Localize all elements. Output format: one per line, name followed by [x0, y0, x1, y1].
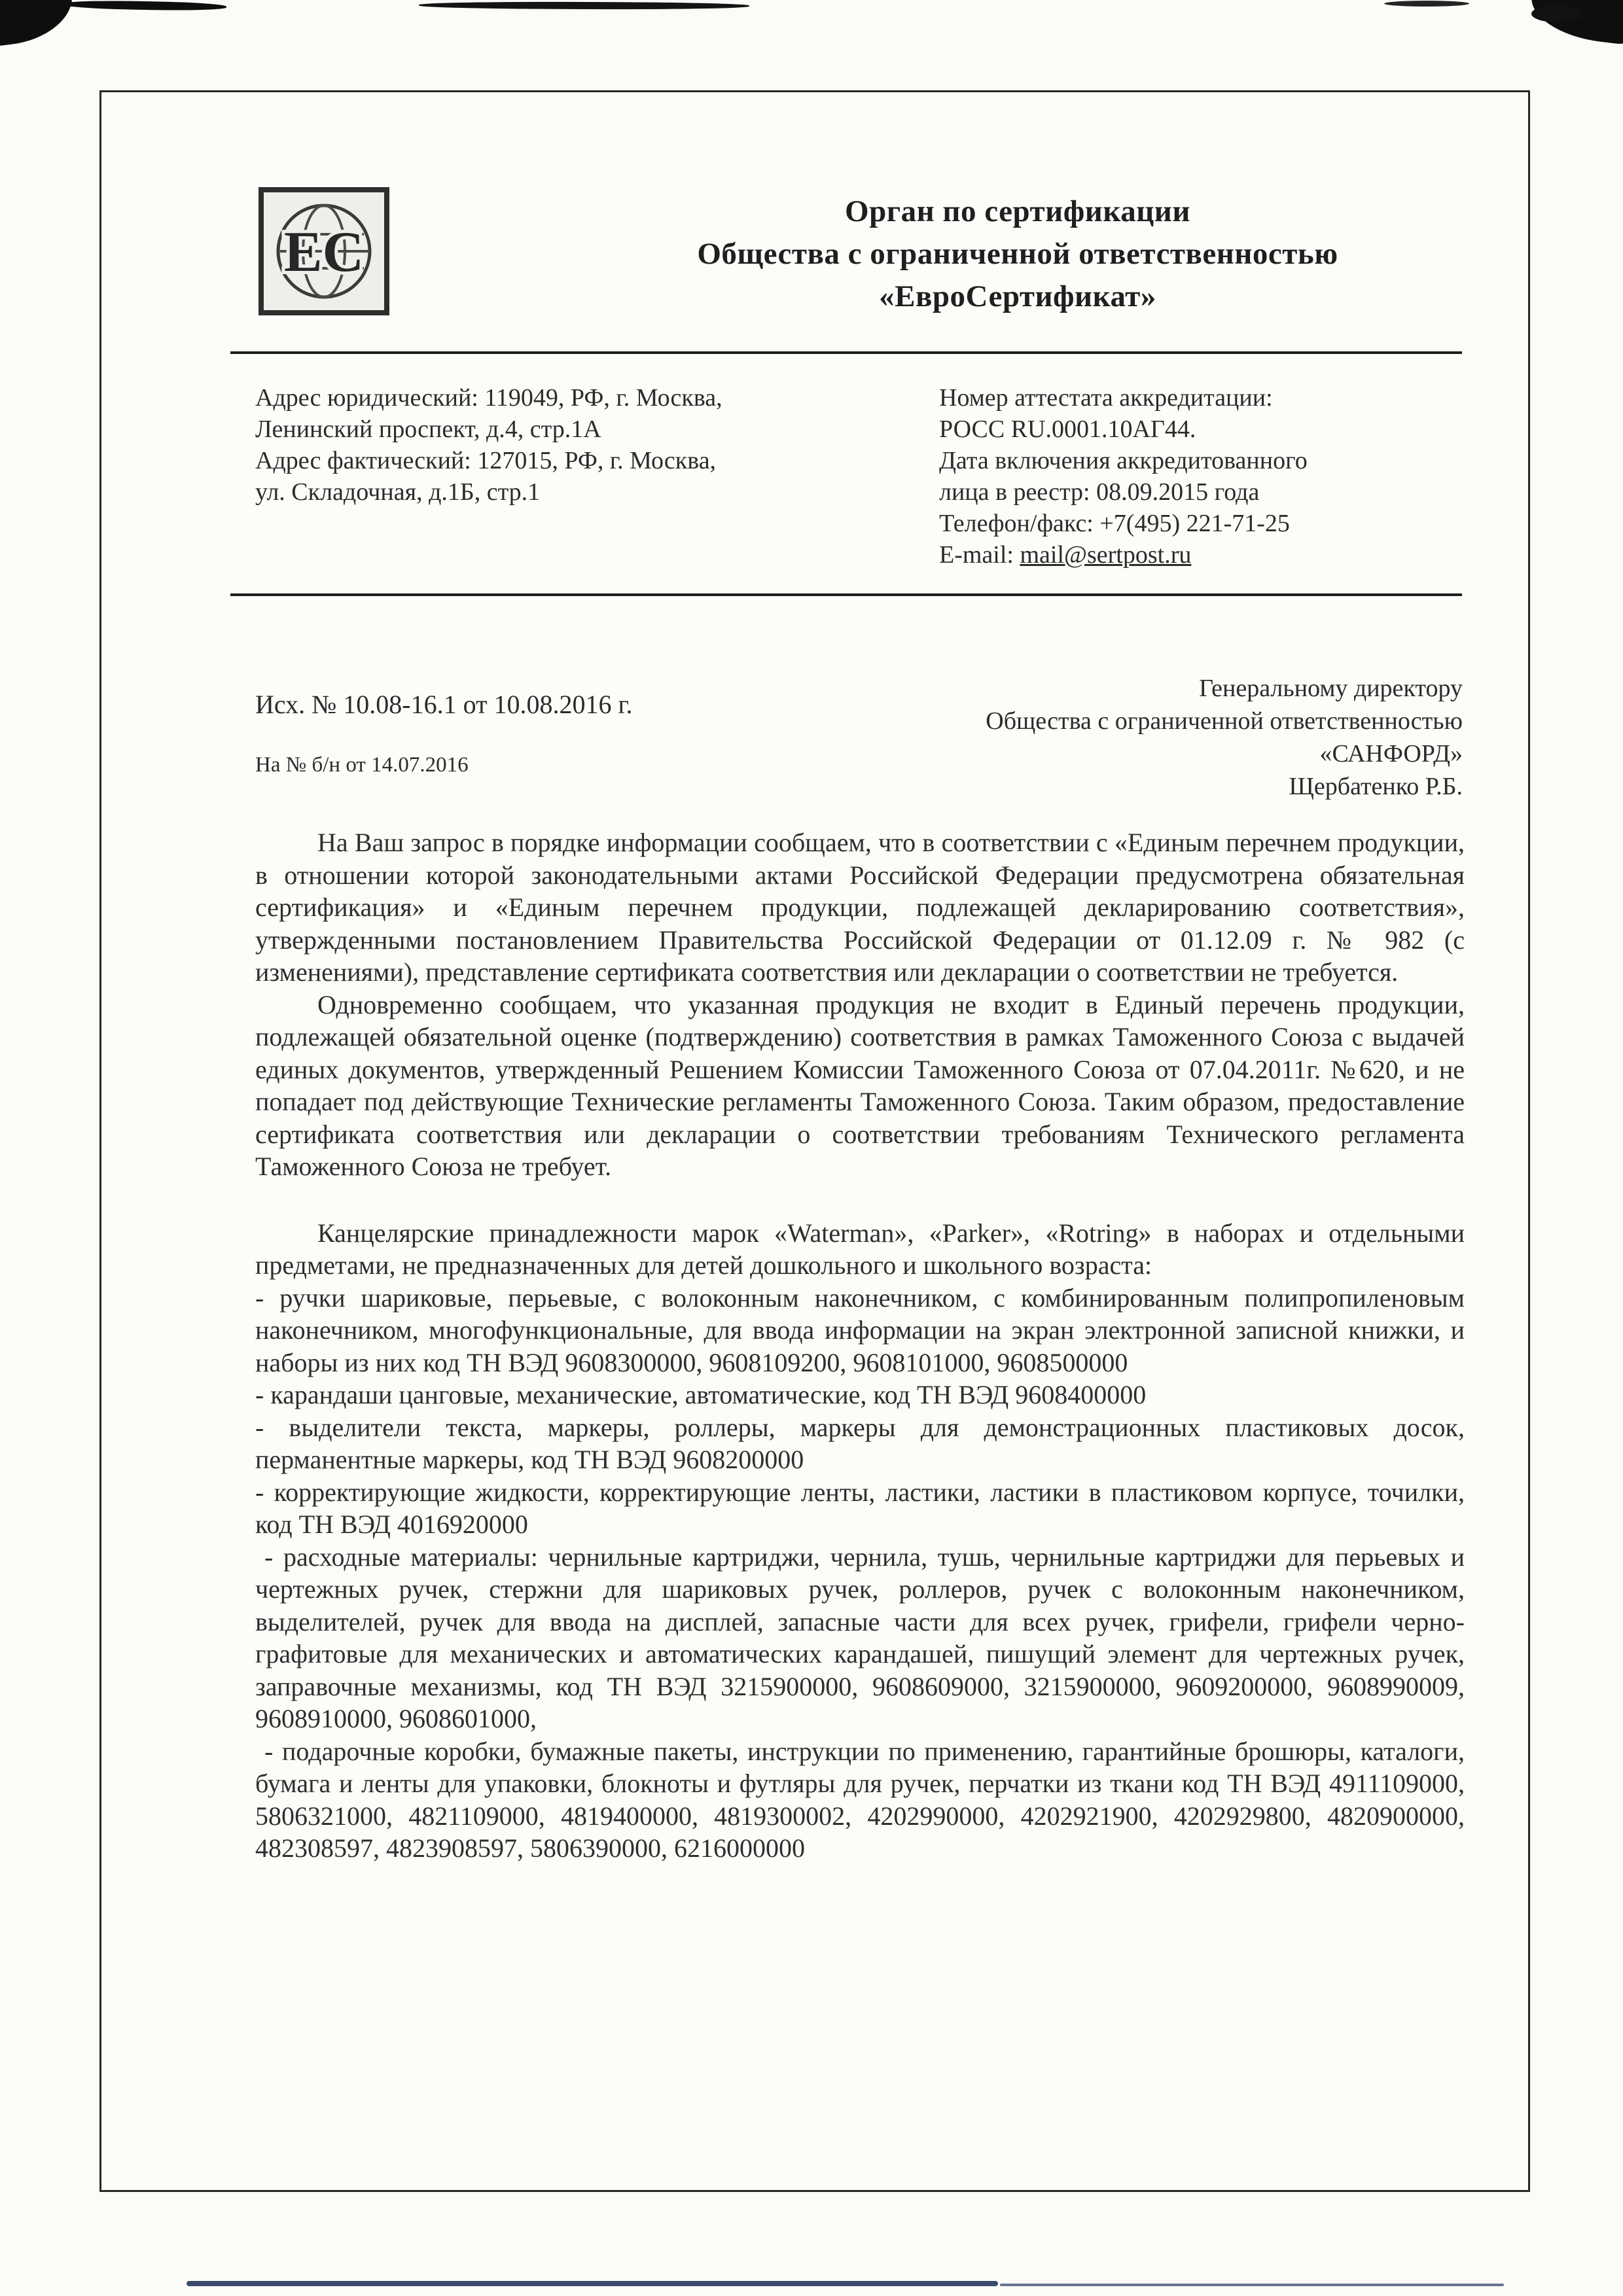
- scan-artifact-top-right-blob: [1531, 5, 1582, 22]
- accreditation-block: [939, 382, 1548, 571]
- accreditation-label: Номер аттестата аккредитации:: [939, 384, 1273, 412]
- product-item-pencils: - карандаши цанговые, механические, автоматические, код ТН ВЭД 9608400000: [255, 1380, 1147, 1409]
- email-label: E-mail:: [939, 541, 1020, 569]
- actual-address-line2: ул. Складочная, д.1Б, стр.1: [255, 478, 541, 506]
- scan-artifact-bottom-line-2: [1000, 2284, 1504, 2286]
- org-title: [429, 190, 1607, 318]
- scan-artifact-bottom-line: [187, 2281, 998, 2286]
- legal-address-line1: Адрес юридический: 119049, РФ, г. Москва,: [255, 384, 722, 412]
- requisites-divider: [230, 593, 1462, 596]
- logo-letters: ЕС: [283, 221, 365, 284]
- legal-address-line2: Ленинский проспект, д.4, стр.1А: [255, 415, 601, 443]
- accreditation-number: РОСС RU.0001.10АГ44.: [939, 415, 1196, 443]
- letter-body: [255, 826, 1465, 1865]
- paragraph-customs-union: Одновременно сообщаем, что указанная продукция не входит в Единый перечень продукции, подлежащей обязательной оценке (подтверждению) соответствия в рамках Таможенного Союза с выдачей единых документов, утвержденный Решением Комиссии Таможенного Союза от 07.04.2011г. №620, и не попадает под действующие Технические регламенты Таможенного Союза. Таким образом, предоставление сертификата соответствия или декларации о соответствии требованиям Технического регламента Таможенного Союза не требует.: [255, 989, 1465, 1181]
- phone-fax: Телефон/факс: +7(495) 221-71-25: [939, 510, 1290, 537]
- paragraph-certification: На Ваш запрос в порядке информации сообщаем, что в соответствии с «Единым перечнем продукции, в отношении которой законодательными актами Российской Федерации предусмотрена обязательная сертификация» и «Единым перечнем продукции, подлежащей декларированию соответствия», утвержденными постановлением Правительства Российской Федерации от 01.12.09 г. № 982 (с изменениями), представление сертификата соответствия или декларации о соответствии не требуется.: [255, 828, 1465, 987]
- paragraph-products-intro: Канцелярские принадлежности марок «Waterman», «Parker», «Rotring» в наборах и отдельными предметами, не предназначенных для детей дошкольного и школьного возраста:: [255, 1218, 1465, 1280]
- scan-artifact-top-left-streak: [63, 0, 226, 11]
- registry-date-line2: лица в реестр: 08.09.2015 года: [939, 478, 1260, 506]
- org-title-line3: «ЕвроСертификат»: [879, 279, 1156, 313]
- incoming-reference: На № б/н от 14.07.2016: [255, 753, 469, 777]
- product-item-correction: - корректирующие жидкости, корректирующие ленты, ластики, ластики в пластиковом корпусе, точилки, код ТН ВЭД 4016920000: [255, 1477, 1465, 1539]
- org-title-line1: Орган по сертификации: [845, 194, 1190, 228]
- product-item-markers: - выделители текста, маркеры, роллеры, маркеры для демонстрационных пластиковых досок, перманентные маркеры, код ТН ВЭД 9608200000: [255, 1412, 1465, 1474]
- product-item-packaging: - подарочные коробки, бумажные пакеты, инструкции по применению, гарантийные брошюры, каталоги, бумага и ленты для упаковки, блокноты и футляры для ручек, перчатки из ткани код ТН ВЭД 4911109000, 5806321000, 4821109000, 4819400000, 4819300002, 4202990000, 4202921900, 4202929800, 4820900000, 482308597, 4823908597, 5806390000, 6216000000: [255, 1736, 1465, 1863]
- actual-address-line1: Адрес фактический: 127015, РФ, г. Москва,: [255, 447, 717, 474]
- registry-date-line1: Дата включения аккредитованного: [939, 447, 1308, 474]
- document-border: [99, 90, 1530, 2192]
- addressee-block: [756, 672, 1463, 803]
- address-block: [255, 382, 949, 508]
- scan-artifact-top-left: [0, 0, 77, 47]
- addressee-position: Генеральному директору: [1199, 675, 1463, 702]
- addressee-company-type: Общества с ограниченной ответственностью: [986, 707, 1463, 735]
- header-divider: [230, 351, 1462, 354]
- addressee-company-name: «САНФОРД»: [1319, 740, 1463, 768]
- org-title-line2: Общества с ограниченной ответственностью: [697, 237, 1338, 271]
- scan-artifact-top-right-streak: [1384, 1, 1469, 7]
- email-link[interactable]: mail@sertpost.ru: [1020, 541, 1192, 569]
- product-item-consumables: - расходные материалы: чернильные картриджи, чернила, тушь, чернильные картриджи для перьевых и чертежных ручек, стержни для шариковых ручек, роллеров, ручек с волоконным наконечником, выделителей, ручек для ввода на дисплей, запасные части для всех ручек, грифели, грифели черно-графитовые для механических и автоматических карандашей, пишущий элемент для чертежных ручек, заправочные механизмы, код ТН ВЭД 3215900000, 9608609000, 3215900000, 9609200000, 9608990009, 9608910000, 9608601000,: [255, 1542, 1465, 1733]
- eurocert-logo: [259, 187, 389, 315]
- addressee-person: Щербатенко Р.Б.: [1289, 773, 1463, 800]
- outgoing-reference: Исх. № 10.08-16.1 от 10.08.2016 г.: [255, 690, 633, 719]
- email-line: [939, 539, 1548, 571]
- product-item-pens: - ручки шариковые, перьевые, с волоконным наконечником, с комбинированным полипропиленовым наконечником, многофункциональные, для ввода информации на экран электронной записной книжки, и наборы из них код ТН ВЭД 9608300000, 9608109200, 9608101000, 9608500000: [255, 1282, 1465, 1377]
- scan-artifact-top-streak: [419, 1, 749, 10]
